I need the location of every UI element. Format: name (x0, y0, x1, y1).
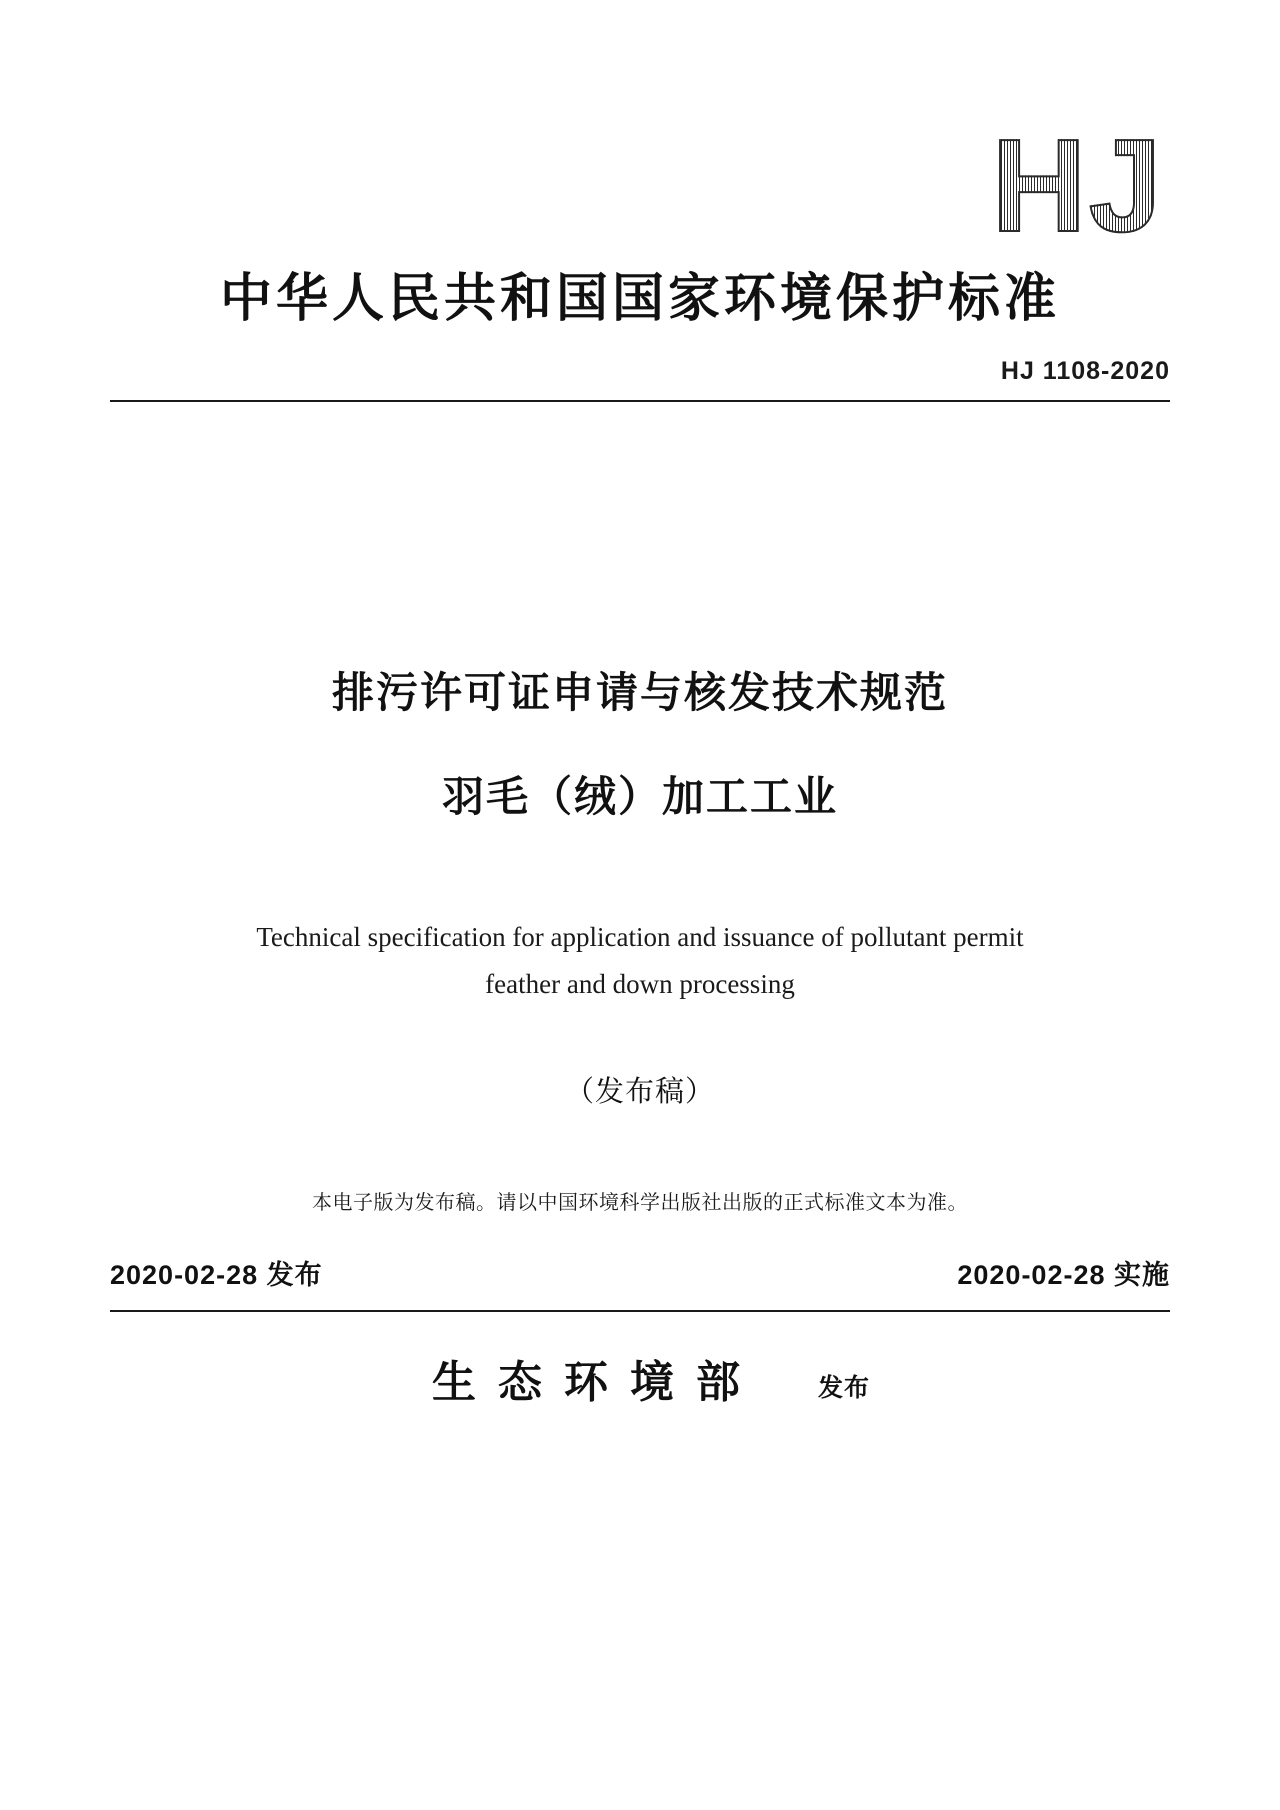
issuer-name: 生态环境部 (431, 1358, 762, 1407)
effective-date: 2020-02-28 实施 (957, 1260, 1170, 1290)
national-standard-banner: 中华人民共和国国家环境保护标准 (219, 270, 1060, 328)
electronic-version-note: 本电子版为发布稿。请以中国环境科学出版社出版的正式标准文本为准。 (312, 1191, 968, 1214)
title-chinese-line1: 排污许可证申请与核发技术规范 (331, 669, 948, 716)
issuer-verb: 发布 (817, 1374, 870, 1402)
standard-code: HJ 1108-2020 (1000, 357, 1170, 385)
header-divider (110, 400, 1170, 402)
cover-title-block (110, 660, 1170, 1215)
title-english (110, 914, 1170, 1009)
hj-logo: HJ (110, 120, 1170, 252)
draft-status-mark: （发布稿） (564, 1075, 715, 1108)
title-english-line2: feather and down processing (485, 969, 795, 1000)
cover-footer (110, 1253, 1170, 1410)
title-chinese-line2: 羽毛（绒）加工工业 (441, 773, 838, 820)
cover-header (110, 112, 1170, 402)
footer-divider (110, 1310, 1170, 1312)
issuer-row (110, 1346, 1170, 1410)
publish-date: 2020-02-28 发布 (110, 1260, 323, 1290)
dates-row (110, 1253, 1170, 1292)
title-english-line1: Technical specification for application and issuance of pollutant permit (256, 922, 1024, 952)
